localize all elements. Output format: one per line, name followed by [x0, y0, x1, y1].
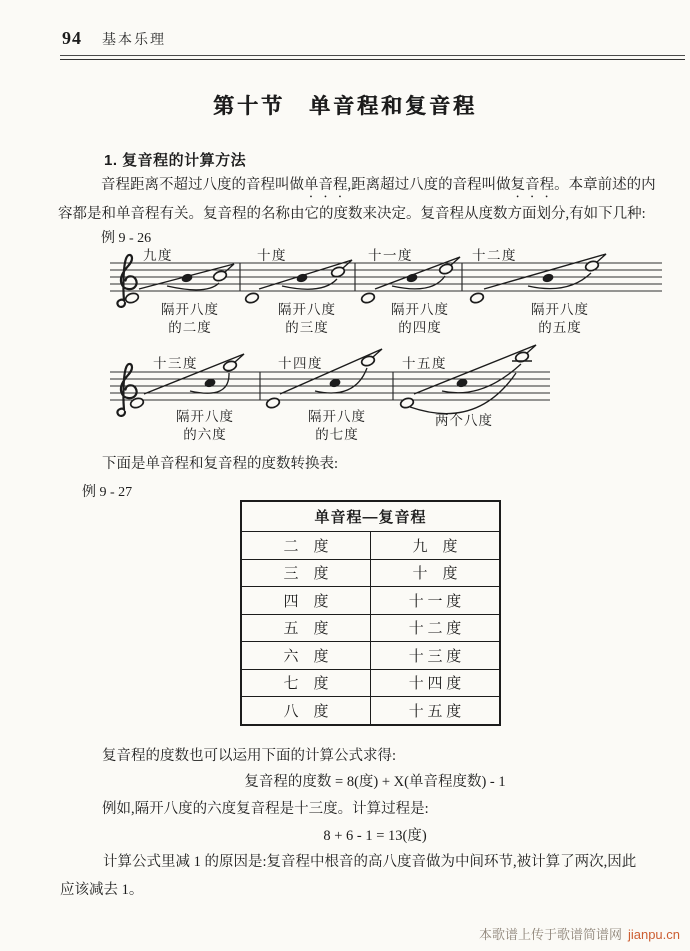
simple-interval-cell: 四 度	[241, 587, 371, 615]
caption-line: 隔开八度	[161, 302, 219, 317]
measure-caption	[512, 301, 608, 337]
header-rule	[60, 55, 685, 60]
watermark-footer	[479, 924, 680, 943]
compound-interval-cell: 十 四 度	[371, 669, 501, 697]
caption-line: 隔开八度	[278, 302, 336, 317]
measure-caption	[289, 408, 385, 444]
watermark-text: 本歌谱上传于歌谱简谱网	[478, 927, 622, 942]
caption-line: 隔开八度	[391, 302, 449, 317]
conversion-table	[240, 500, 501, 726]
compound-interval-cell: 十 三 度	[371, 642, 501, 670]
intro-paragraph	[58, 172, 656, 229]
table-header-row	[241, 501, 500, 532]
interval-label: 十五度	[402, 356, 447, 371]
measure-caption	[157, 408, 253, 444]
emphasized-term-compound-interval: 复音程	[510, 177, 555, 193]
page-number: 94	[62, 28, 82, 48]
caption-line: 的七度	[315, 427, 359, 442]
simple-interval-cell: 五 度	[241, 614, 371, 642]
notation-row-2	[110, 350, 662, 454]
table-row	[241, 532, 500, 560]
table-row	[241, 642, 500, 670]
emphasized-term-simple-interval: 单音程	[304, 177, 348, 193]
formula-example-text: 例如,隔开八度的六度复音程是十三度。计算过程是:	[102, 801, 429, 817]
interval-label: 十二度	[472, 248, 517, 263]
notation-row-1	[110, 248, 662, 348]
simple-interval-cell: 二 度	[241, 532, 371, 560]
table-row	[241, 614, 500, 642]
caption-line: 两个八度	[435, 413, 493, 428]
example-label-9-27: 例 9 - 27	[82, 485, 133, 500]
watermark-site: jianpu.cn	[627, 927, 680, 942]
interval-label: 九度	[143, 248, 173, 263]
explanation-line-2: 应该减去 1。	[60, 882, 144, 898]
measure-caption	[372, 301, 468, 337]
table-row	[241, 559, 500, 587]
caption-line: 隔开八度	[176, 409, 234, 424]
simple-interval-cell: 八 度	[241, 697, 371, 725]
compound-interval-cell: 九 度	[371, 532, 501, 560]
book-title: 基本乐理	[102, 33, 166, 48]
interval-label: 十四度	[278, 356, 323, 371]
chapter-title: 第十节 单音程和复音程	[213, 94, 477, 118]
caption-line: 的四度	[398, 320, 442, 335]
table-intro: 下面是单音程和复音程的度数转换表:	[102, 456, 339, 472]
simple-interval-cell: 三 度	[241, 559, 371, 587]
interval-label: 十三度	[153, 356, 198, 371]
caption-line: 的三度	[285, 320, 329, 335]
compound-interval-cell: 十 二 度	[371, 614, 501, 642]
table-title: 单音程—复音程	[241, 501, 500, 532]
intro-text-segment: ,距离超过八度的音程叫做	[347, 177, 511, 193]
table-row	[241, 587, 500, 615]
example-label-9-26: 例 9 - 26	[101, 231, 152, 246]
caption-line: 隔开八度	[308, 409, 366, 424]
caption-line: 的六度	[183, 427, 227, 442]
caption-line: 的五度	[538, 320, 582, 335]
interval-label: 十度	[257, 248, 287, 263]
table-row	[241, 697, 500, 725]
caption-line: 隔开八度	[531, 302, 589, 317]
compound-interval-cell: 十 五 度	[371, 697, 501, 725]
measure-caption	[416, 412, 512, 430]
compound-interval-cell: 十 度	[371, 559, 501, 587]
simple-interval-cell: 七 度	[241, 669, 371, 697]
explanation-line-1: 计算公式里减 1 的原因是:复音程中根音的高八度音做为中间环节,被计算了两次,因此	[103, 854, 637, 870]
compound-interval-cell: 十 一 度	[371, 587, 501, 615]
page-header	[62, 28, 166, 49]
measure-caption	[142, 301, 238, 337]
calculation: 8 + 6 - 1 = 13(度)	[323, 828, 427, 844]
intro-text-segment: 音程距离不超过八度的音程叫做	[101, 177, 304, 193]
formula-intro: 复音程的度数也可以运用下面的计算公式求得:	[102, 748, 397, 764]
caption-line: 的二度	[168, 320, 212, 335]
table-row	[241, 669, 500, 697]
section-heading: 1. 复音程的计算方法	[104, 152, 247, 169]
intro-line-1	[58, 172, 656, 201]
measure-caption	[259, 301, 355, 337]
interval-label: 十一度	[368, 248, 413, 263]
intro-line-2: 容都是和单音程有关。复音程的名称由它的度数来决定。复音程从度数方面划分,有如下几种:	[58, 206, 646, 222]
intro-text-segment: 。本章前述的内	[554, 177, 656, 193]
simple-interval-cell: 六 度	[241, 642, 371, 670]
explanation-paragraph	[60, 848, 636, 904]
formula: 复音程的度数 = 8(度) + X(单音程度数) - 1	[244, 774, 506, 790]
